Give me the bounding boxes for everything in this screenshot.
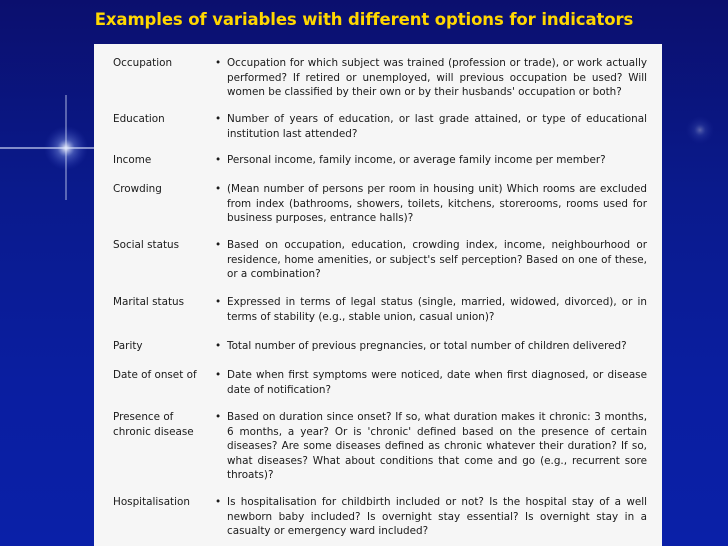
bullet-icon: • xyxy=(215,496,222,508)
content-panel xyxy=(94,44,662,546)
bullet-icon: • xyxy=(215,369,222,381)
row-description: Total number of previous pregnancies, or total number of children delivered? xyxy=(227,340,627,352)
row-description: Date when first symptoms were noticed, date when first diagnosed, or disease date of notification? xyxy=(227,369,647,396)
row-description: Is hospitalisation for childbirth included or not? Is the hospital stay of a well newborn baby included? Is overnight stay essential? Is overnight stay in a casualty or emergency ward included? xyxy=(227,496,647,538)
row-description: Personal income, family income, or average family income per member? xyxy=(227,154,606,166)
bullet-icon: • xyxy=(215,57,222,69)
row-description: Based on occupation, education, crowding index, income, neighbourhood or residence, home amenities, or subject's self perception? Based on one of these, or a combination? xyxy=(227,239,647,281)
bullet-icon: • xyxy=(215,154,222,166)
row-term: Marital status xyxy=(113,296,185,308)
row-description: Based on duration since onset? If so, what duration makes it chronic: 3 months, 6 months, a year? Or is 'chronic' defined based on the presence of certain diseases? Are some diseases defined as chronic whatever their duration? If so, what diseases? What about conditions that come and go (e.g., recurrent sore throats)? xyxy=(227,411,647,482)
bullet-icon: • xyxy=(215,239,222,251)
row-term: Social status xyxy=(113,239,180,251)
bullet-icon: • xyxy=(215,113,222,125)
row-term: Hospitalisation xyxy=(113,496,190,508)
bullet-icon: • xyxy=(215,296,222,308)
bullet-icon: • xyxy=(215,411,222,423)
row-description: Number of years of education, or last grade attained, or type of educational institution last attended? xyxy=(227,113,647,140)
row-description: Expressed in terms of legal status (single, married, widowed, divorced), or in terms of stability (e.g., stable union, casual union)? xyxy=(227,296,647,323)
row-term: Parity xyxy=(113,340,143,352)
row-term: Income xyxy=(113,154,152,166)
row-term: Date of onset of xyxy=(113,369,197,381)
slide-title: Examples of variables with different options for indicators xyxy=(94,10,634,29)
bullet-icon: • xyxy=(215,183,222,195)
row-term: Presence of chronic disease xyxy=(113,411,194,438)
row-term: Occupation xyxy=(113,57,173,69)
row-description: (Mean number of persons per room in housing unit) Which rooms are excluded from index (bathrooms, showers, toilets, kitchens, storerooms, rooms used for business purposes, entrance halls)? xyxy=(227,183,647,225)
row-description: Occupation for which subject was trained (profession or trade), or work actually performed? If retired or unemployed, will previous occupation be used? Will women be classified by their own or by their husbands' occupation or both? xyxy=(227,57,647,99)
row-term: Crowding xyxy=(113,183,162,195)
row-term: Education xyxy=(113,113,165,125)
bullet-icon: • xyxy=(215,340,222,352)
